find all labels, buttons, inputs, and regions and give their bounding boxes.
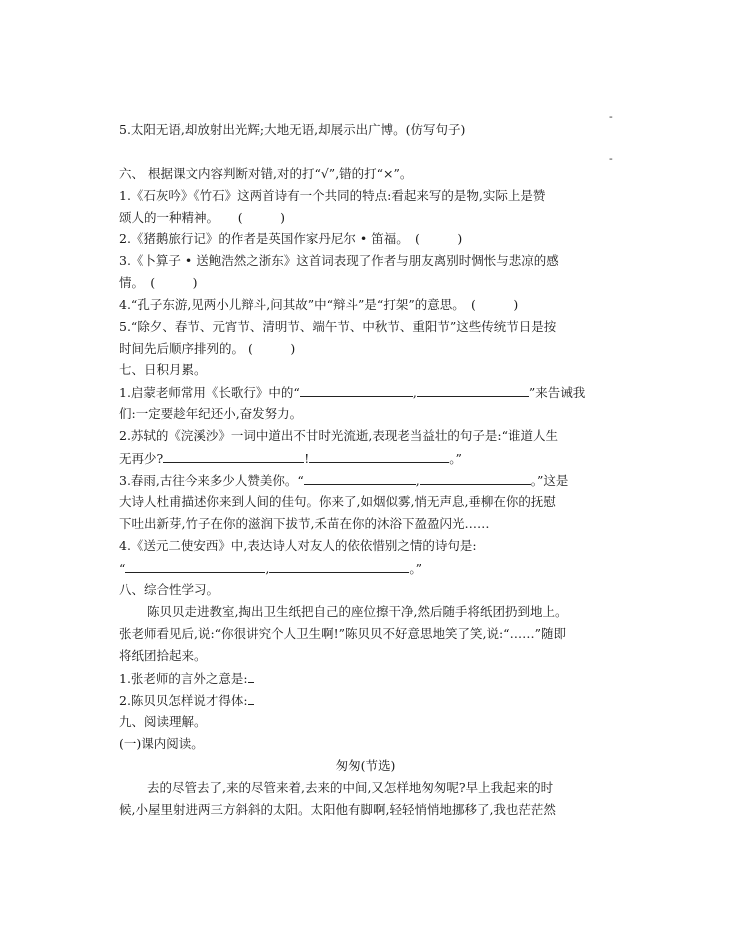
answer-blank[interactable] [269, 560, 409, 573]
recite-item-3: 3.春雨,古往今来多少人赞美你。“ , 。”这是 [119, 473, 569, 488]
recite-item-3-cont2: 下吐出新芽,竹子在你的滋润下拔节,禾苗在你的沐浴下盈盈闪光…… [119, 516, 490, 531]
judge-item-5: 5.“除夕、春节、元宵节、清明节、端午节、中秋节、重阳节”这些传统节日是按 [119, 319, 557, 334]
recite-item-1-cont: 们:一定要趁年纪还小,奋发努力。 [119, 406, 303, 421]
margin-dash: - [609, 152, 613, 165]
answer-blank[interactable] [300, 384, 413, 397]
section-seven-heading: 七、日积月累。 [119, 362, 207, 377]
scenario-paragraph: 陈贝贝走进教室,掏出卫生纸把自己的座位擦干净,然后随手将纸团扔到地上。 [147, 604, 568, 619]
reading-subsection-heading: (一)课内阅读。 [119, 736, 204, 751]
answer-blank[interactable] [417, 384, 529, 397]
section-eight-heading: 八、综合性学习。 [119, 582, 220, 597]
scenario-paragraph-cont: 张老师看见后,说:“你很讲究个人卫生啊!”陈贝贝不好意思地笑了笑,说:“……”随即 [119, 626, 566, 641]
judge-item-1: 1.《石灰吟》《竹石》这两首诗有一个共同的特点:看起来写的是物,实际上是赞 [119, 188, 546, 203]
judge-item-1-cont: 颂人的一种精神。 ( ) [119, 210, 286, 225]
judge-item-3-cont: 情。 ( ) [119, 275, 198, 290]
answer-blank[interactable] [163, 450, 304, 463]
recite-item-3-cont: 大诗人杜甫描述你来到人间的佳句。你来了,如烟似雾,悄无声息,垂柳在你的抚慰 [119, 494, 556, 509]
recite-item-2-cont: 无再少? ! 。” [119, 451, 462, 466]
recite-item-4: 4.《送元二使安西》中,表达诗人对友人的依依惜别之情的诗句是: [119, 538, 477, 553]
recite-item-2: 2.苏轼的《浣溪沙》一词中道出不甘时光流逝,表现老当益壮的句子是:“谁道人生 [119, 428, 559, 443]
scenario-paragraph-cont2: 将纸团拾起来。 [119, 648, 207, 663]
answer-blank[interactable] [420, 472, 531, 485]
recite-item-4-blanks: “ , 。” [119, 561, 423, 576]
scenario-question-1: 1.张老师的言外之意是: [119, 670, 254, 687]
judge-item-4: 4.“孔子东游,见两小儿辩斗,问其故”中“辩斗”是“打架”的意思。 ( ) [119, 297, 519, 312]
answer-blank[interactable] [309, 450, 449, 463]
q5-imitate-sentence: 5.太阳无语,却放射出光辉;大地无语,却展示出广博。(仿写句子) [119, 122, 466, 137]
answer-blank[interactable] [248, 692, 254, 705]
judge-item-3: 3.《卜算子 • 送鲍浩然之浙东》这首词表现了作者与朋友离别时惆怅与悲凉的感 [119, 253, 559, 268]
section-six-heading: 六、 根据课文内容判断对错,对的打“√”,错的打“×”。 [119, 166, 413, 181]
passage-title: 匆匆(节选) [335, 758, 396, 773]
recite-item-1: 1.启蒙老师常用《长歌行》中的“ , ”来告诫我 [119, 385, 586, 400]
scenario-question-2: 2.陈贝贝怎样说才得体: [119, 692, 254, 709]
answer-blank[interactable] [125, 560, 265, 573]
section-nine-heading: 九、阅读理解。 [119, 714, 207, 729]
answer-blank[interactable] [304, 472, 416, 485]
judge-item-5-cont: 时间先后顺序排列的。 ( ) [119, 341, 296, 356]
passage-text-cont: 候,小屋里射进两三方斜斜的太阳。太阳他有脚啊,轻轻悄悄地挪移了,我也茫茫然 [119, 802, 556, 817]
judge-item-2: 2.《猪鹅旅行记》的作者是英国作家丹尼尔 • 笛福。 ( ) [119, 231, 463, 246]
passage-text: 去的尽管去了,来的尽管来着,去来的中间,又怎样地匆匆呢?早上我起来的时 [147, 780, 554, 795]
margin-dash: - [609, 110, 613, 123]
answer-blank[interactable] [248, 670, 254, 683]
